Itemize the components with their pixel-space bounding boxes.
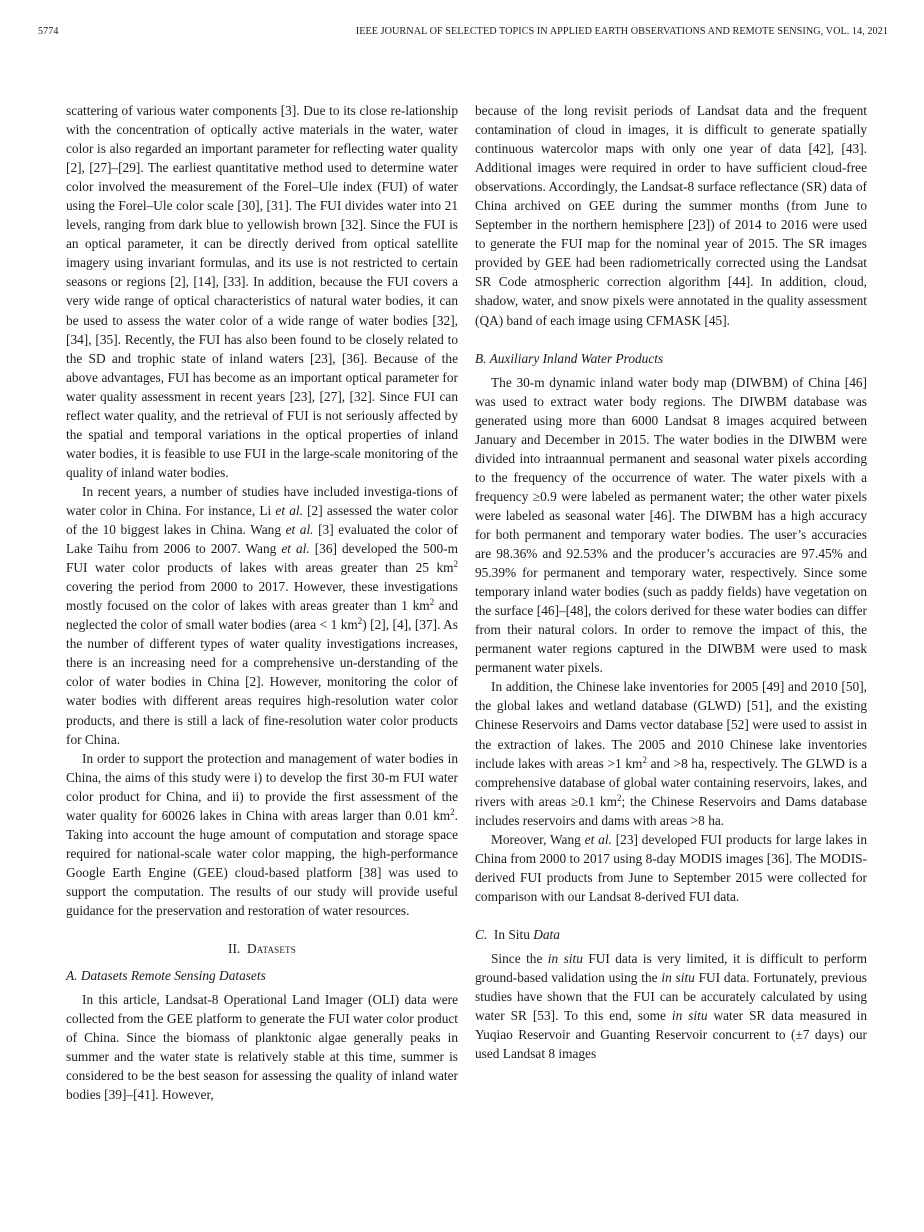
journal-title: IEEE JOURNAL OF SELECTED TOPICS IN APPLIED EARTH OBSERVATIONS AND REMOTE SENSING, VOL. 14, 2021	[355, 26, 888, 37]
paragraph: In recent years, a number of studies have included investiga-tions of water color in China. For instance, Li et al. [2] assessed the water color of the 10 biggest lakes in China. Wang et al. [3] evaluated the color of Lake Taihu from 2006 to 2007. Wang et al. [36] developed the 500-m FUI water color products of lakes with areas greater than 25 $km^2$ covering the period from 2000 to 2017. However, these investigations mostly focused on the color of lakes with areas greater than 1 $km^2$ and neglected the color of small water bodies (area < 1 $km^2$) [2], [4], [37]. As the number of different types of water quality investigations increases, there is an increasing need for a comprehensive un-derstanding of the color of water bodies in China [2]. However, monitoring the color of water bodies with different areas requires high-resolution water color products, and there is still a lack of fine-resolution water color products for China.	[66, 483, 459, 747]
right-column	[475, 101, 867, 1063]
section-heading: II. Datasets	[228, 941, 296, 957]
left-column	[66, 101, 458, 1104]
paragraph: Since the in situ FUI data is very limited, it is difficult to perform ground-based validation using the in situ FUI data. Fortunately, previous studies have shown that the FUI can be accurately calculated by using water SR [53]. To this end, some in situ water SR data measured in Yuqiao Reservoir and Guanting Reservoir concurrent to (±7 days) our used Landsat 8 images	[475, 950, 868, 1062]
paragraph: scattering of various water components [3]. Due to its close re-lationship with the concentration of optically active materials in the water, water color is also regarded an important parameter for reflecting water quality [2], [27]–[29]. The earliest quantitative method used to determine water color involved the measurement of the Forel–Ule index (FUI) of water using the Forel–Ule color scale [30], [31]. The FUI divides water into 21 levels, ranging from dark blue to yellowish brown [32]. Since the FUI is an optical parameter, it can be directly derived from optical satellite imagery using invariant formulas, and its use is not restricted to certain seasons or regions [2], [14], [33]. In addition, because the FUI covers a very wide range of optical characteristics of natural water bodies, it can be used to assess the water color of a wide range of water bodies [32], [34], [35]. Recently, the FUI has also been found to be closely related to the SD and trophic state of inland waters [23], [36]. Because of the above advantages, FUI has become as an important optical parameter for water quality assessment in recent years [23], [27], [32]. Since FUI can reflect water quality, and the retrieval of FUI is not seriously affected by the spatial and temporal variations in the optical properties of inland water bodies, it is feasible to use FUI in the large-scale monitoring of the quality of inland water bodies.	[66, 103, 458, 480]
subsection-heading: C. In Situ Data	[475, 926, 560, 942]
subsection-heading: A. Datasets Remote Sensing Datasets	[66, 968, 266, 984]
paragraph: The 30-m dynamic inland water body map (DIWBM) of China [46] was used to extract water body regions. The DIWBM database was generated using more than 6000 Landsat 8 images acquired between January and December in 2015. The water bodies in the DIWBM were divided into intraannual permanent and seasonal water pixels according to the frequency of the occurrence of water. The water pixels with a frequency ≥0.9 were labeled as permanent water; the other water pixels were labeled as seasonal water [46]. The DIWBM has a high accuracy for both permanent and temporary water bodies. The user’s accuracies are 98.36% and 92.53% and the producer’s accuracies are 97.45% and 95.39% for permanent and temporary water, respectively. Since some temporary inland water bodies (such as paddy fields) have vegetation on the surface [46]–[48], the colors derived for these water bodies can differ from their natural colors. In order to remove the impact of this, the permanent water regions captured in the DIWBM were used to mask permanent water pixels.	[475, 374, 867, 676]
paragraph: Moreover, Wang et al. [23] developed FUI products for large lakes in China from 2000 to 2017 using 8-day MODIS images [36]. The MODIS-derived FUI products from June to September 2015 were collected for comparison with our Landsat 8-derived FUI data.	[475, 831, 867, 904]
paragraph: In this article, Landsat-8 Operational Land Imager (OLI) data were collected from the GEE platform to generate the FUI water color product of China. Since the biomass of planktonic algae generally peaks in summer and the water state is relatively stable at this time, summer is considered to be the best season for assessing the quality of inland water bodies [39]–[41]. However,	[66, 992, 458, 1103]
paragraph: because of the long revisit periods of Landsat data and the frequent contamination of cloud in images, it is difficult to generate spatially continuous watercolor maps with only one year of data [42], [43]. Additional images were required in order to have sufficient cloud-free observations. Accordingly, the Landsat-8 surface reflectance (SR) data of China archived on GEE during the summer months (from June to September in the northern hemisphere [23]) of 2014 to 2016 were used to generate the FUI map for the nominal year of 2015. The SR images provided by GEE had been radiometrically corrected using the Landsat SR Code atmospheric correction algorithm [44]. In addition, cloud, shadow, water, and snow pixels were annotated in the quality assessment (QA) band of each image using CFMASK [45].	[475, 103, 867, 328]
subsection-heading: B. Auxiliary Inland Water Products	[475, 350, 664, 366]
page-number: 5774	[38, 26, 59, 37]
paragraph: In order to support the protection and management of water bodies in China, the aims of this study were i) to develop the first 30-m FUI water color product for China, and ii) to provide the first assessment of the water quality for 60026 lakes in China with areas larger than 0.01 $km^2$. Taking into account the huge amount of computation and storage space required for national-scale water color mapping, the high-performance Google Earth Engine (GEE) cloud-based platform [38] was used to support the computation. The results of our study will provide useful guidance for the preservation and restoration of water resources.	[66, 750, 458, 918]
paragraph: In addition, the Chinese lake inventories for 2005 [49] and 2010 [50], the global lakes and wetland database (GLWD) [51], and the existing Chinese Reservoirs and Dams vector database [52] were used to assist in the extraction of lakes. The 2005 and 2010 Chinese lake inventories include lakes with areas >1 $km^2$ and >8 ha, respectively. The GLWD is a comprehensive database of global water containing reservoirs, lakes, and rivers with areas ≥0.1 $km^2$; the Chinese Reservoirs and Dams database includes reservoirs and dams with areas >8 ha.	[475, 679, 867, 828]
